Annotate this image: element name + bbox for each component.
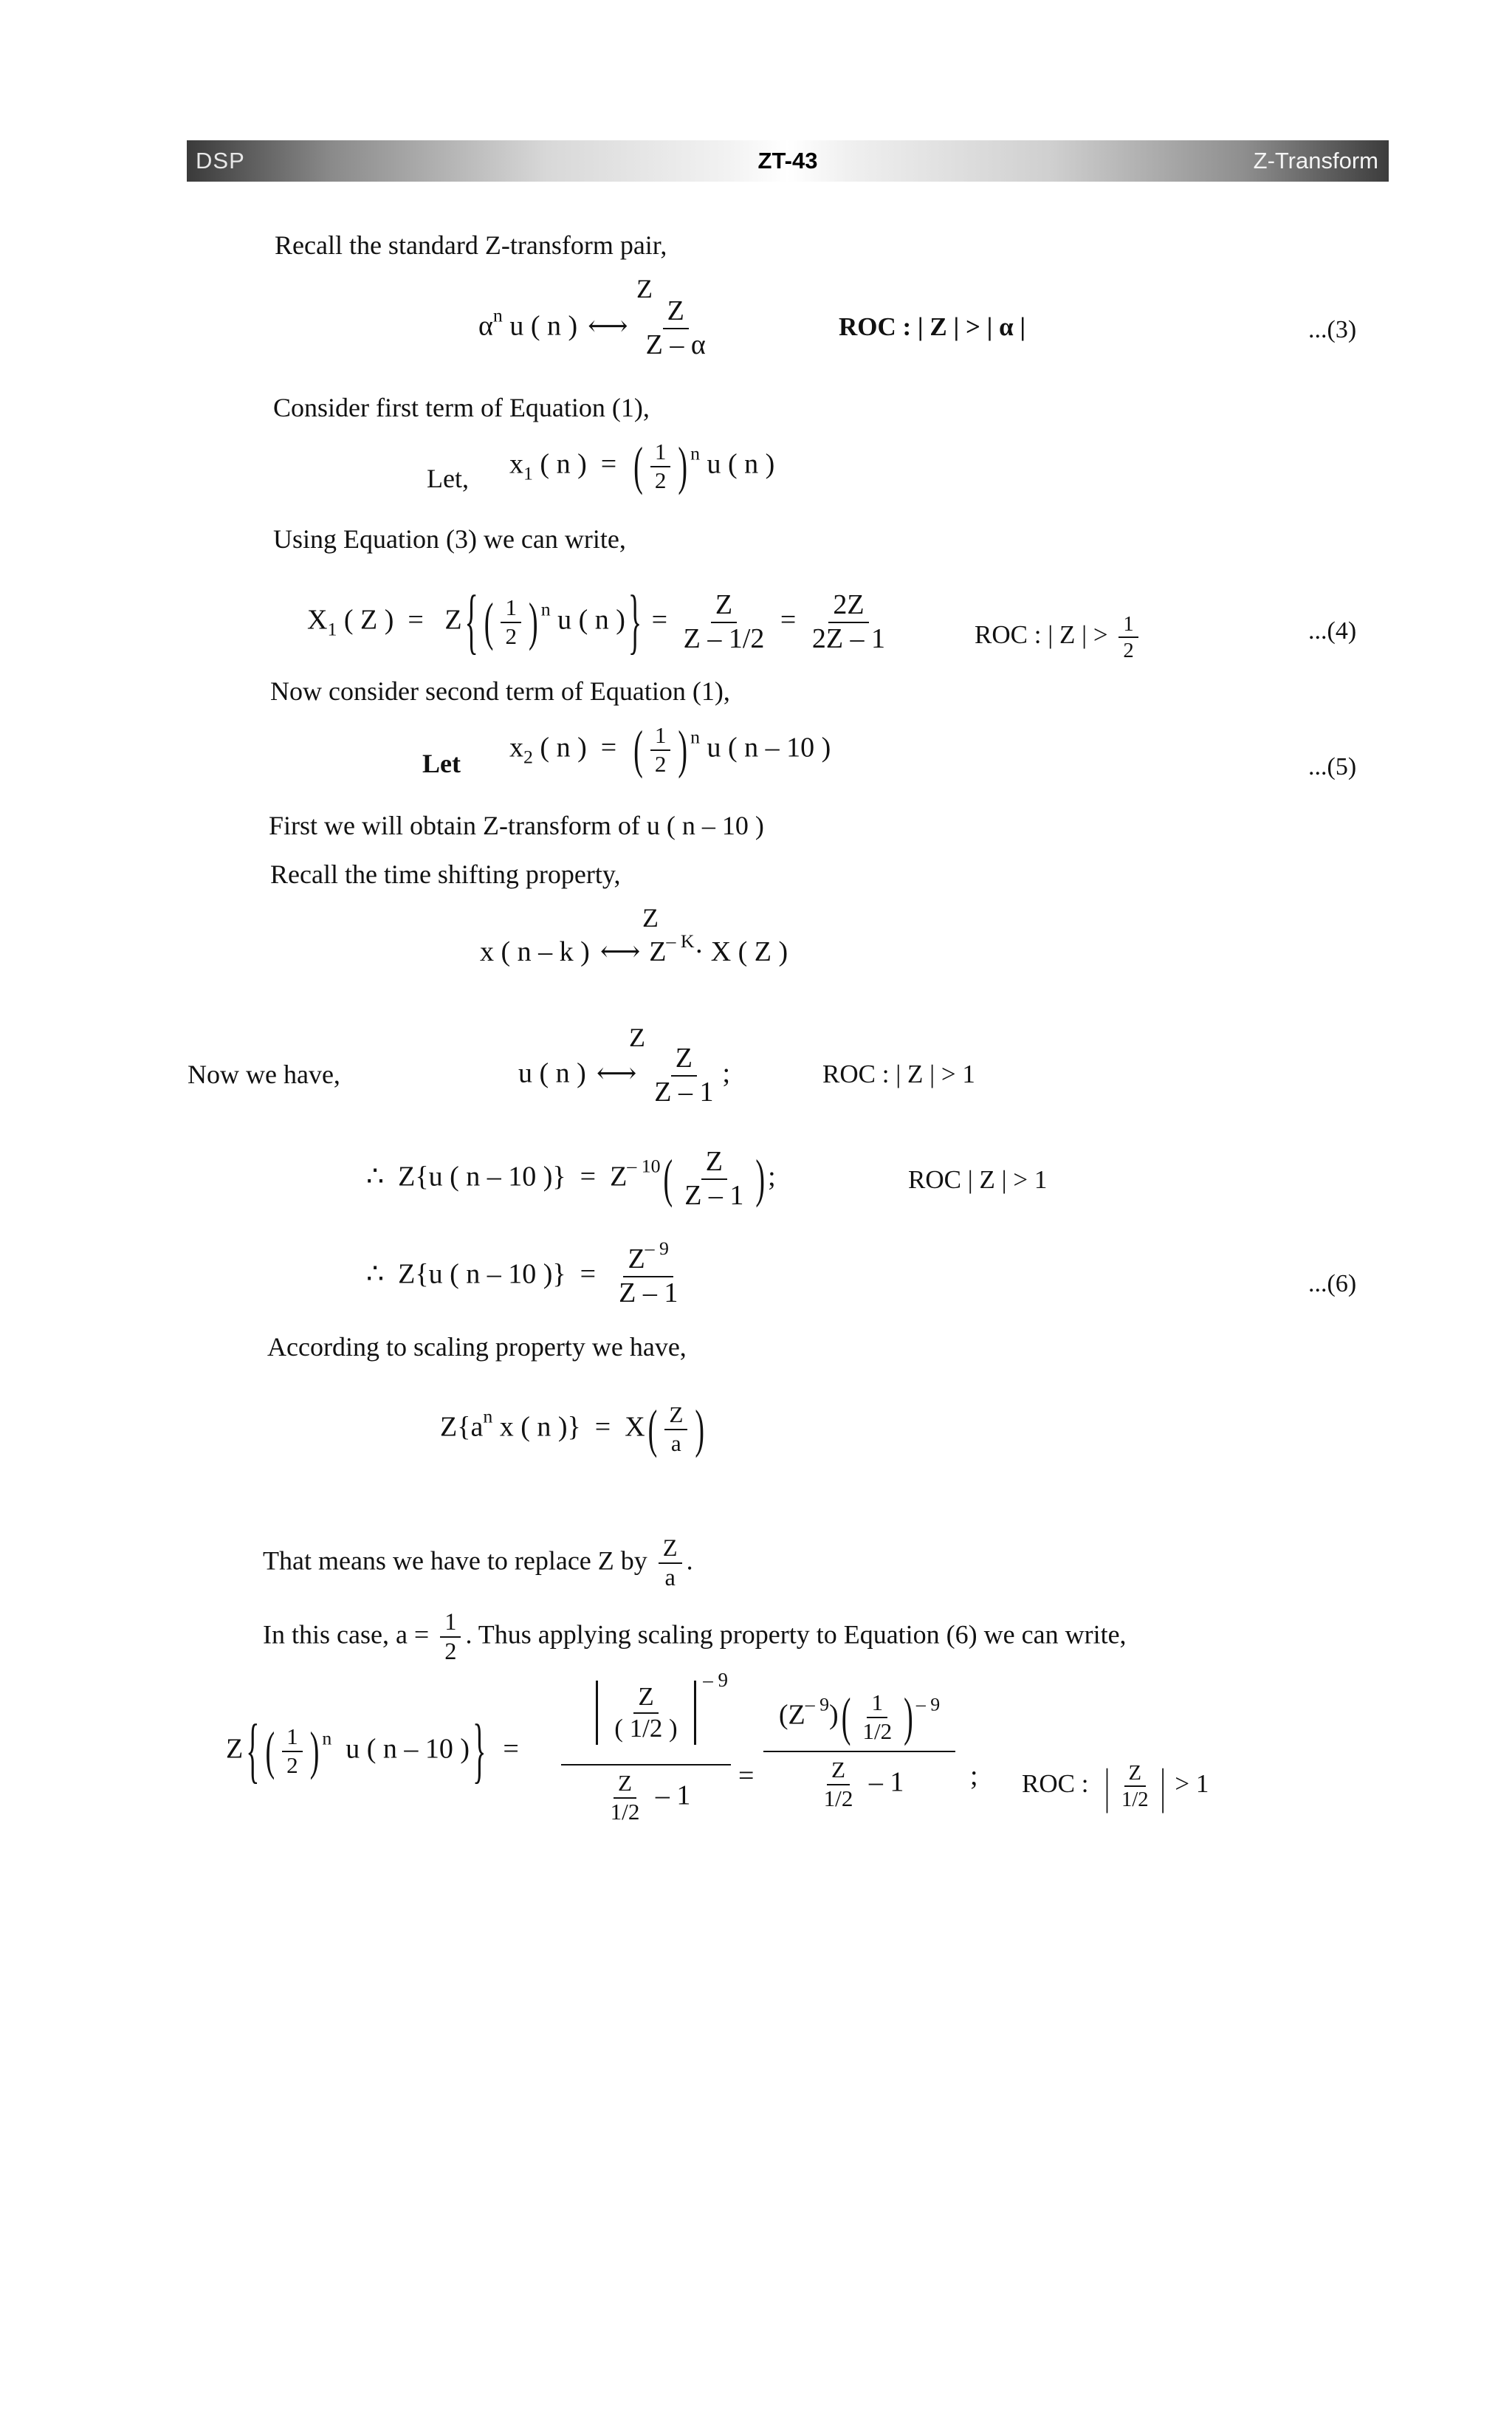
label-let-2: Let: [422, 749, 461, 778]
text-recall-shift: Recall the time shifting property,: [270, 859, 621, 889]
transform-symbol: Z: [642, 903, 659, 933]
header-page-number: ZT-43: [757, 148, 818, 174]
text-replace: That means we have to replace Z by $\frac{Z}{a}$ .: [263, 1535, 693, 1592]
equation-4: $X_1$ ( Z ) = Z { ( $\frac{1}{2}$ ) $^n$ u ( n ) } = $\frac{Z}{Z - 1/2}$ = $\frac{2Z}{2Z - 1}$: [307, 582, 886, 663]
text-using-eq3: Using Equation (3) we can write,: [273, 524, 626, 554]
header-subject: DSP: [196, 148, 245, 174]
equation-3: $\alpha^n$ u ( n ) ⟷ $\frac{Z}{Z - \alpha}$: [478, 295, 706, 360]
equals-sign: =: [738, 1760, 755, 1791]
text-first-obtain: First we will obtain Z-transform of u ( n – 10 ): [269, 811, 764, 840]
equation-x1: $x_1$ ( n ) = ( $\frac{1}{2}$ ) $^n$ u ( n ): [509, 436, 775, 496]
equation-3-roc: ROC : | Z | > | α |: [839, 312, 1026, 341]
equation-number-5: ...(5): [1308, 753, 1357, 780]
transform-symbol: Z: [629, 1023, 645, 1052]
equation-scaling: $Z\{a^n$ x ( n )} = X ( $\frac{Z}{a}$ ): [440, 1399, 705, 1459]
label-let-1: Let,: [427, 464, 469, 493]
equation-final-lhs: Z { ( $\frac{1}{2}$ ) $^n$ u ( n – 10 ) } =: [226, 1711, 519, 1792]
equation-4-roc: ROC : | Z | > $\frac{1}{2}$: [975, 613, 1143, 662]
equation-final-frac1: $\frac{Z}{( 1/2 )}$ – 9 $\frac{Z}{1/2}$ – 1: [561, 1681, 731, 1825]
equation-number-3: ...(3): [1308, 316, 1357, 343]
equation-6: ∴ Z{u ( n – 10 )} = $\frac{Z^{- 9}}{Z - 1}$: [366, 1237, 678, 1308]
text-scaling: According to scaling property we have,: [267, 1332, 687, 1362]
equation-final-roc: ROC : | $\frac{Z}{1/2}$ | > 1: [1022, 1759, 1209, 1814]
equation-u-n: u ( n ) ⟷ $\frac{Z}{Z - 1}$ ;: [518, 1043, 731, 1108]
equation-u-shift-roc: ROC | Z | > 1: [908, 1165, 1048, 1194]
page-header: [187, 140, 1389, 182]
header-chapter: Z-Transform: [1253, 148, 1378, 174]
equation-final-frac2: $(Z^{- 9})$ ( $\frac{1}{1/2}$ ) $^{- 9}$ $\frac{Z}{1/2}$ – 1: [763, 1691, 955, 1811]
text-consider-first: Consider first term of Equation (1),: [273, 393, 650, 422]
equation-time-shift: x ( n – k ) ⟷ $Z^{- K}\cdot X$ ( Z ): [480, 930, 788, 967]
text-recall-pair: Recall the standard Z-transform pair,: [275, 230, 667, 260]
text-in-this-case: In this case, a = $\frac{1}{2}$ . Thus applying scaling property to Equation (6) we can write,: [263, 1609, 1127, 1666]
text-consider-second: Now consider second term of Equation (1),: [270, 676, 730, 706]
equation-number-6: ...(6): [1308, 1270, 1357, 1297]
semicolon: ;: [970, 1760, 978, 1791]
text-now-have: Now we have,: [188, 1060, 340, 1089]
transform-symbol: Z: [636, 274, 653, 303]
equation-u-shift-1: ∴ Z{u ( n – 10 )} = $Z^{- 10}$ ( $\frac{Z}{Z - 1}$ ) ;: [366, 1146, 776, 1211]
equation-5: $x_2$ ( n ) = ( $\frac{1}{2}$ ) $^n$ u ( n – 10 ): [509, 720, 831, 780]
equation-number-4: ...(4): [1308, 617, 1357, 645]
equation-u-n-roc: ROC : | Z | > 1: [822, 1060, 975, 1088]
